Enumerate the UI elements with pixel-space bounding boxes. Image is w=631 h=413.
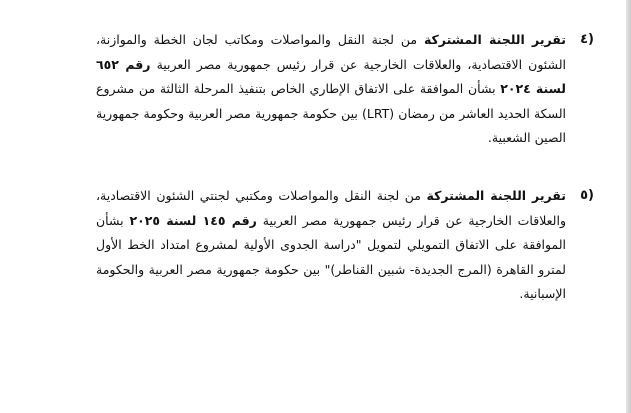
decree-number: رقم ٦٥٢ لسنة ٢٠٢٤ (96, 56, 566, 97)
report-text: من لجنة النقل والمواصلات ومكاتب لجان الخطة والموازنة، الشئون الاقتصادية، والعلاقات الخارجية عن قرار رئيس جمهورية مصر العربية (96, 32, 566, 72)
list-item-report-5 (96, 184, 594, 307)
decree-number: رقم ١٤٥ لسنة ٢٠٢٥ (129, 212, 257, 228)
item-number: ٥) (580, 188, 594, 203)
report-text: بشأن الموافقة على الاتفاق التمويلي لتمويل "دراسة الجدوى الأولية لمشروع امتداد الخط الأول لمترو القاهرة (المرج الجديدة- شبين القناطر)" بين حكومة جمهورية مصر العربية والحكومة الإسبانية. (96, 212, 566, 302)
report-text: من لجنة النقل والمواصلات ومكتبي لجنتي الشئون الاقتصادية، والعلاقات الخارجية عن قرار رئيس جمهورية مصر العربية (96, 188, 566, 228)
report-title: تقرير اللجنة المشتركة (426, 188, 566, 203)
list-item-report-4 (96, 28, 594, 151)
report-text: بشأن الموافقة على الاتفاق الإطاري الخاص بتنفيذ المرحلة الثالثة من مشروع السكة الحديد العاشر من رمضان (LRT) بين حكومة جمهورية مصر العربية وحكومة جمهورية الصين الشعبية. (96, 81, 566, 146)
page-edge-shadow (626, 0, 631, 413)
item-number: ٤) (580, 32, 594, 47)
report-title: تقرير اللجنة المشتركة (423, 32, 566, 47)
